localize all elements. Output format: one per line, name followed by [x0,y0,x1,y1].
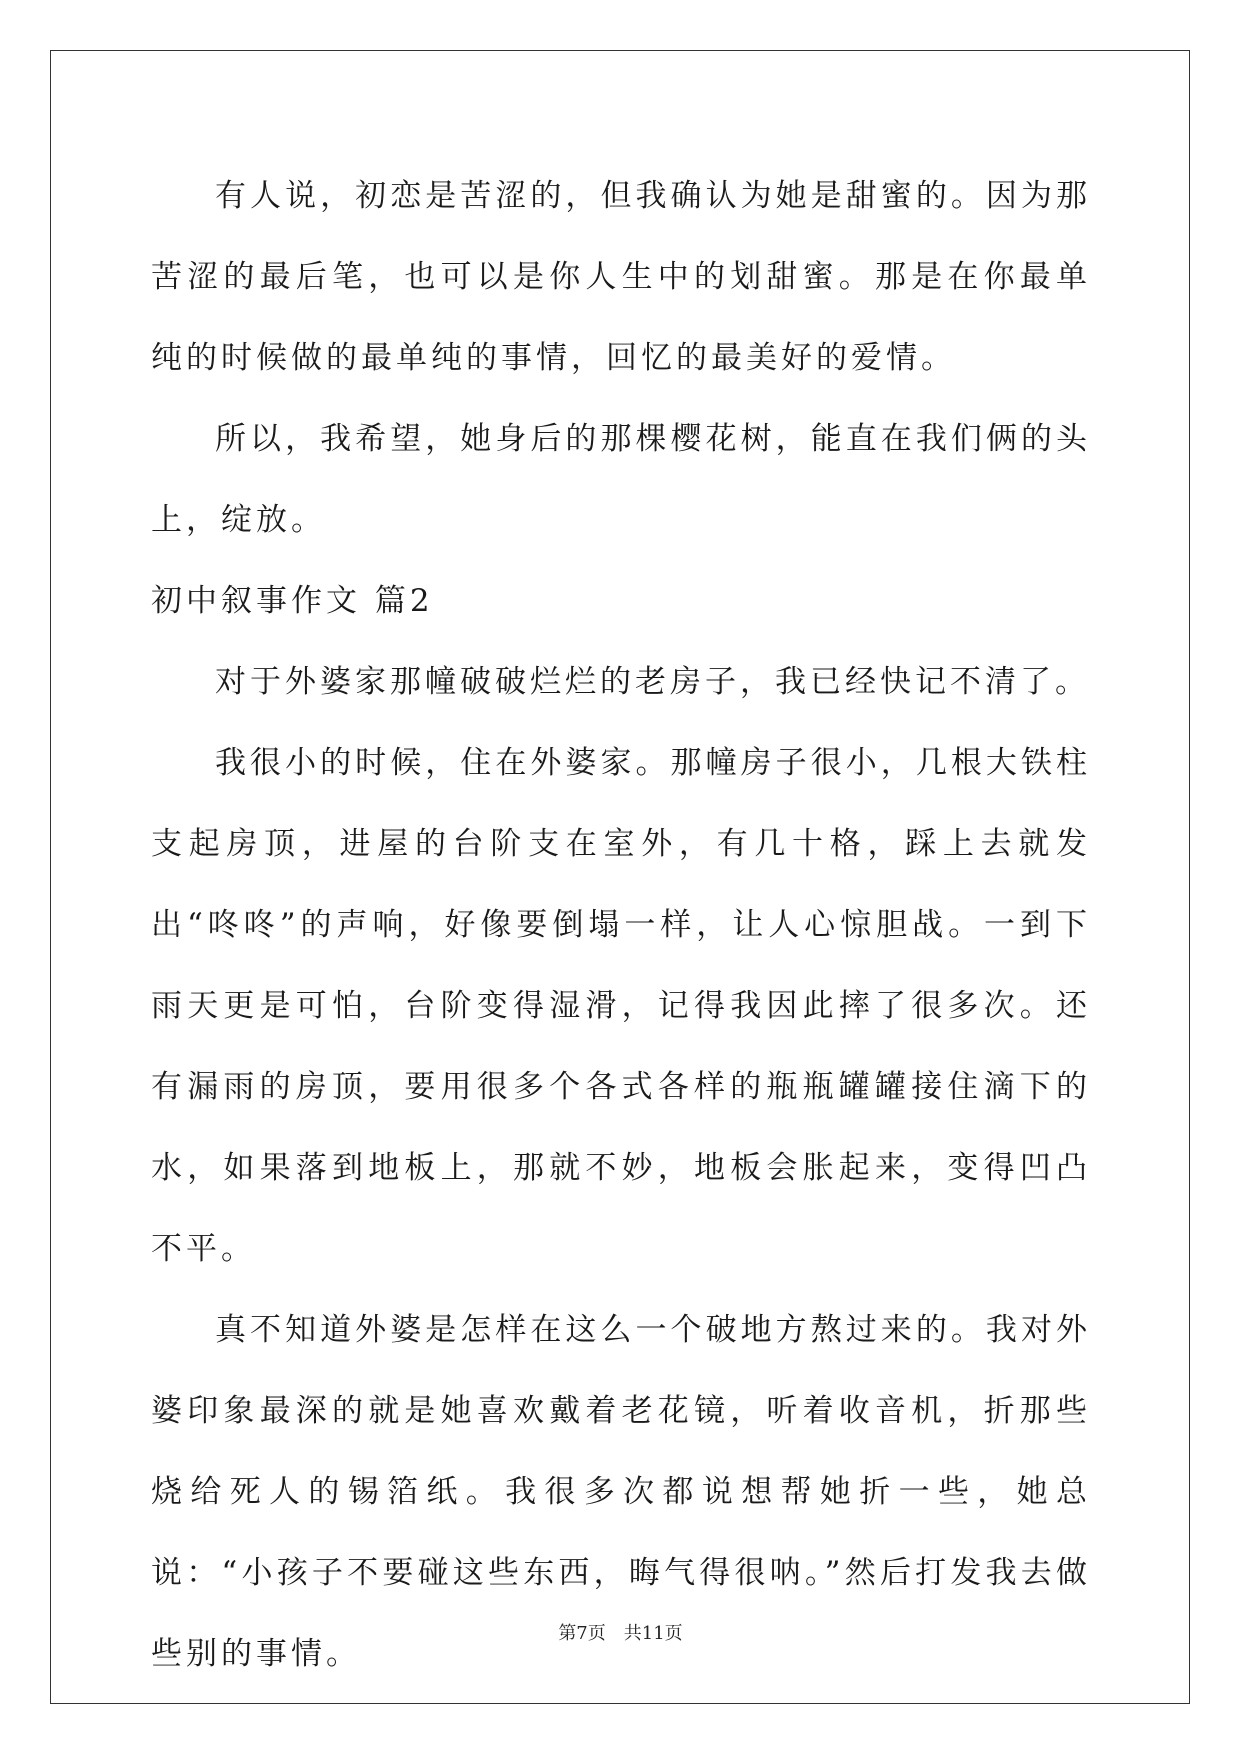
paragraph-grandmother: 真不知道外婆是怎样在这么一个破地方熬过来的。我对外婆印象最深的就是她喜欢戴着老花镜，听着收音机，折那些烧给死人的锡箔纸。我很多次都说想帮她折一些，她总说：“小孩子不要碰这些东西，晦气得很呐。”然后打发我去做些别的事情。 [151,1312,1091,1672]
paragraph-first-love: 有人说，初恋是苦涩的，但我确认为她是甜蜜的。因为那苦涩的最后笔，也可以是你人生中的划甜蜜。那是在你最单纯的时候做的最单纯的事情，回忆的最美好的爱情。 [151,178,1091,376]
section-heading: 初中叙事作文 篇2 [151,583,434,619]
paragraph-cherry-tree: 所以，我希望，她身后的那棵樱花树，能直在我们俩的头上，绽放。 [151,421,1091,538]
paragraph-childhood: 我很小的时候，住在外婆家。那幢房子很小，几根大铁柱支起房顶，进屋的台阶支在室外，有几十格，踩上去就发出“咚咚”的声响，好像要倒塌一样，让人心惊胆战。一到下雨天更是可怕，台阶变得湿滑，记得我因此摔了很多次。还有漏雨的房顶，要用很多个各式各样的瓶瓶罐罐接住滴下的水，如果落到地板上，那就不妙，地板会胀起来，变得凹凸不平。 [151,745,1091,1267]
page-number-footer: 第7页 共11页 [558,1623,683,1644]
paragraph-old-house: 对于外婆家那幢破破烂烂的老房子，我已经快记不清了。 [215,664,1090,700]
document-body [151,156,1091,1695]
